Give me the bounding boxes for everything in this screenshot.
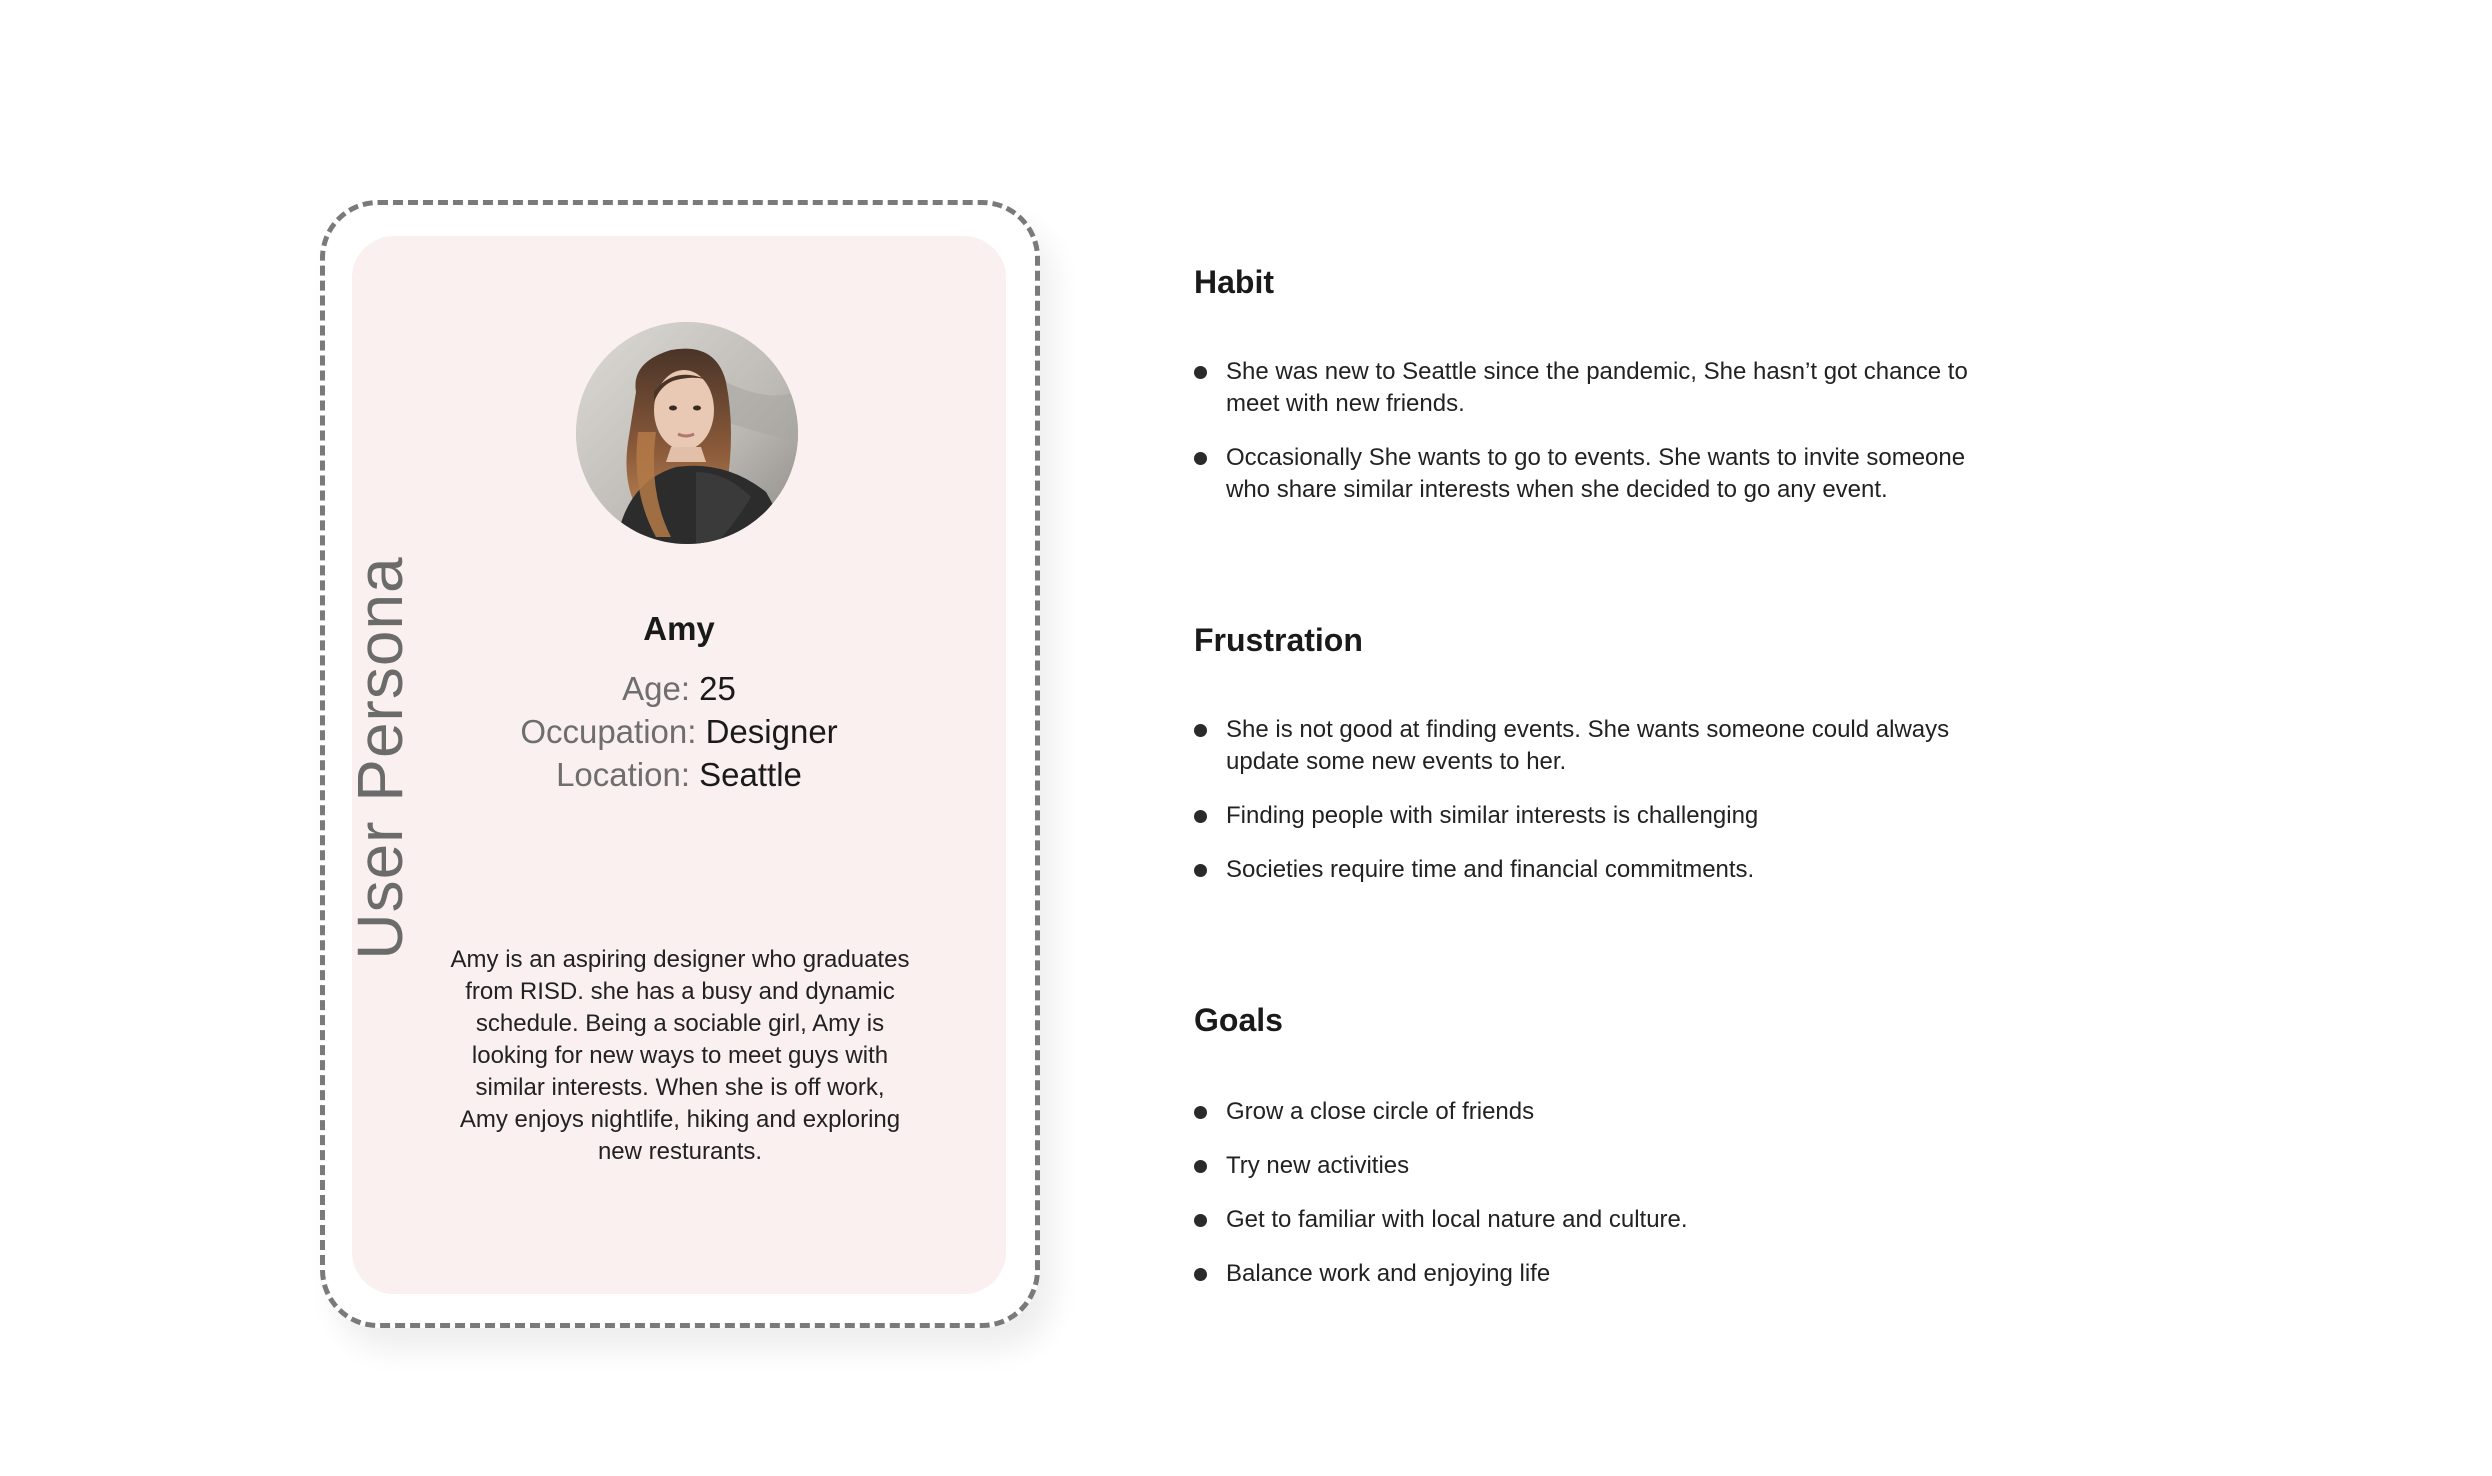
list-item [1194,442,2014,506]
bullet-icon [1194,1268,1207,1281]
frustration-title: Frustration [1194,622,1363,658]
persona-age [352,667,1006,710]
list-item-text: Occasionally She wants to go to events. She wants to invite someone who share similar interests when she decided to go any event. [1226,444,1966,503]
age-label: Age: [622,670,690,707]
bullet-icon [1194,366,1207,379]
list-item [1194,1258,2014,1290]
bullet-icon [1194,452,1207,465]
list-item [1194,854,2014,886]
bullet-icon [1194,1160,1207,1173]
list-item-text: Finding people with similar interests is challenging [1226,802,1759,829]
list-item [1194,1150,2014,1182]
occupation-label: Occupation: [520,713,697,750]
bullet-icon [1194,810,1207,823]
habit-title: Habit [1194,264,1274,300]
persona-name: Amy [643,610,715,647]
age-value: 25 [699,670,736,707]
list-item-text: Grow a close circle of friends [1226,1098,1535,1125]
frustration-list [1194,714,2014,908]
list-item [1194,714,2014,778]
location-label: Location: [556,756,690,793]
list-item-text: Balance work and enjoying life [1226,1260,1551,1287]
habit-list [1194,356,2014,528]
list-item [1194,800,2014,832]
vertical-title: User Persona [344,556,416,960]
list-item-text: She is not good at finding events. She wants someone could always update some new events to her. [1226,716,1950,775]
location-value: Seattle [699,756,802,793]
list-item [1194,1204,2014,1236]
bullet-icon [1194,864,1207,877]
list-item-text: Try new activities [1226,1152,1410,1179]
list-item-text: She was new to Seattle since the pandemic, She hasn’t got chance to meet with new friends. [1226,358,1968,417]
avatar-photo-icon [576,322,798,544]
persona-bio: Amy is an aspiring designer who graduates from RISD. she has a busy and dynamic schedule. Being a sociable girl, Amy is looking for new ways to meet guys with similar interests. When she is off work, Amy enjoys nightlife, hiking and exploring new resturants. [450,946,910,1165]
occupation-value: Designer [705,713,838,750]
bullet-icon [1194,724,1207,737]
bullet-icon [1194,1106,1207,1119]
list-item [1194,356,2014,420]
list-item-text: Get to familiar with local nature and culture. [1226,1206,1688,1233]
list-item-text: Societies require time and financial commitments. [1226,856,1755,883]
bullet-icon [1194,1214,1207,1227]
avatar [576,322,798,544]
persona-location [352,753,1006,796]
goals-title: Goals [1194,1002,1283,1038]
persona-occupation [352,710,1006,753]
goals-list [1194,1096,2014,1312]
list-item [1194,1096,2014,1128]
